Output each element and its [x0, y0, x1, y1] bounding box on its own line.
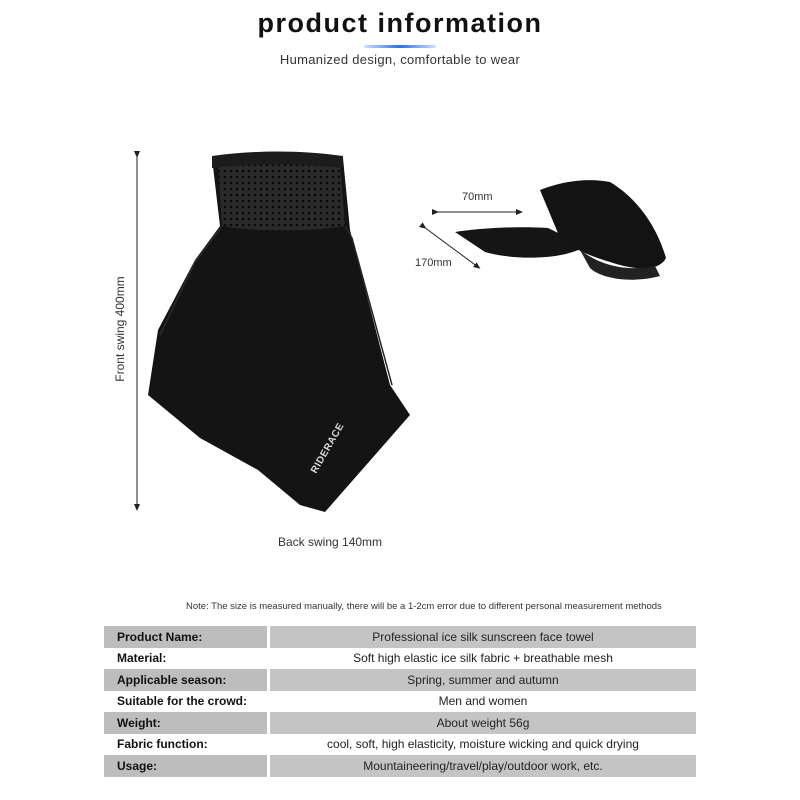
page-title: product information: [257, 8, 543, 38]
spec-row-product-name: [104, 626, 696, 648]
spec-name: Material:: [117, 651, 167, 666]
page-subtitle: Humanized design, comfortable to wear: [279, 52, 521, 67]
spec-name: Fabric function:: [117, 737, 208, 752]
visor-length-label: 170mm: [415, 257, 452, 269]
front-swing-label: Front swing 400mm: [113, 276, 127, 382]
spec-value: Mountaineering/travel/play/outdoor work, etc.: [270, 755, 696, 777]
spec-value: About weight 56g: [270, 712, 696, 734]
spec-value: cool, soft, high elasticity, moisture wicking and quick drying: [327, 737, 639, 752]
spec-table: [104, 626, 696, 777]
visor-width-label: 70mm: [462, 191, 493, 203]
spec-row-season: [104, 669, 696, 691]
spec-row-usage: [104, 755, 696, 777]
spec-value: Professional ice silk sunscreen face towel: [270, 626, 696, 648]
spec-name: Suitable for the crowd:: [117, 694, 248, 709]
spec-value: Men and women: [438, 694, 528, 709]
spec-value: Spring, summer and autumn: [270, 669, 696, 691]
spec-name: Applicable season:: [104, 669, 267, 691]
spec-row-material: [104, 648, 696, 670]
spec-row-fabric-function: [104, 734, 696, 756]
measurement-note: Note: The size is measured manually, there will be a 1-2cm error due to different personal measurement methods: [186, 601, 662, 612]
back-swing-label: Back swing 140mm: [278, 535, 383, 549]
brand-print: RIDERACE: [309, 421, 347, 476]
spec-name: Product Name:: [104, 626, 267, 648]
spec-name: Usage:: [104, 755, 267, 777]
spec-row-weight: [104, 712, 696, 734]
spec-name: Weight:: [104, 712, 267, 734]
spec-row-crowd: [104, 691, 696, 713]
breathable-mesh-panel: [218, 159, 345, 231]
spec-value: Soft high elastic ice silk fabric + breathable mesh: [353, 651, 613, 666]
